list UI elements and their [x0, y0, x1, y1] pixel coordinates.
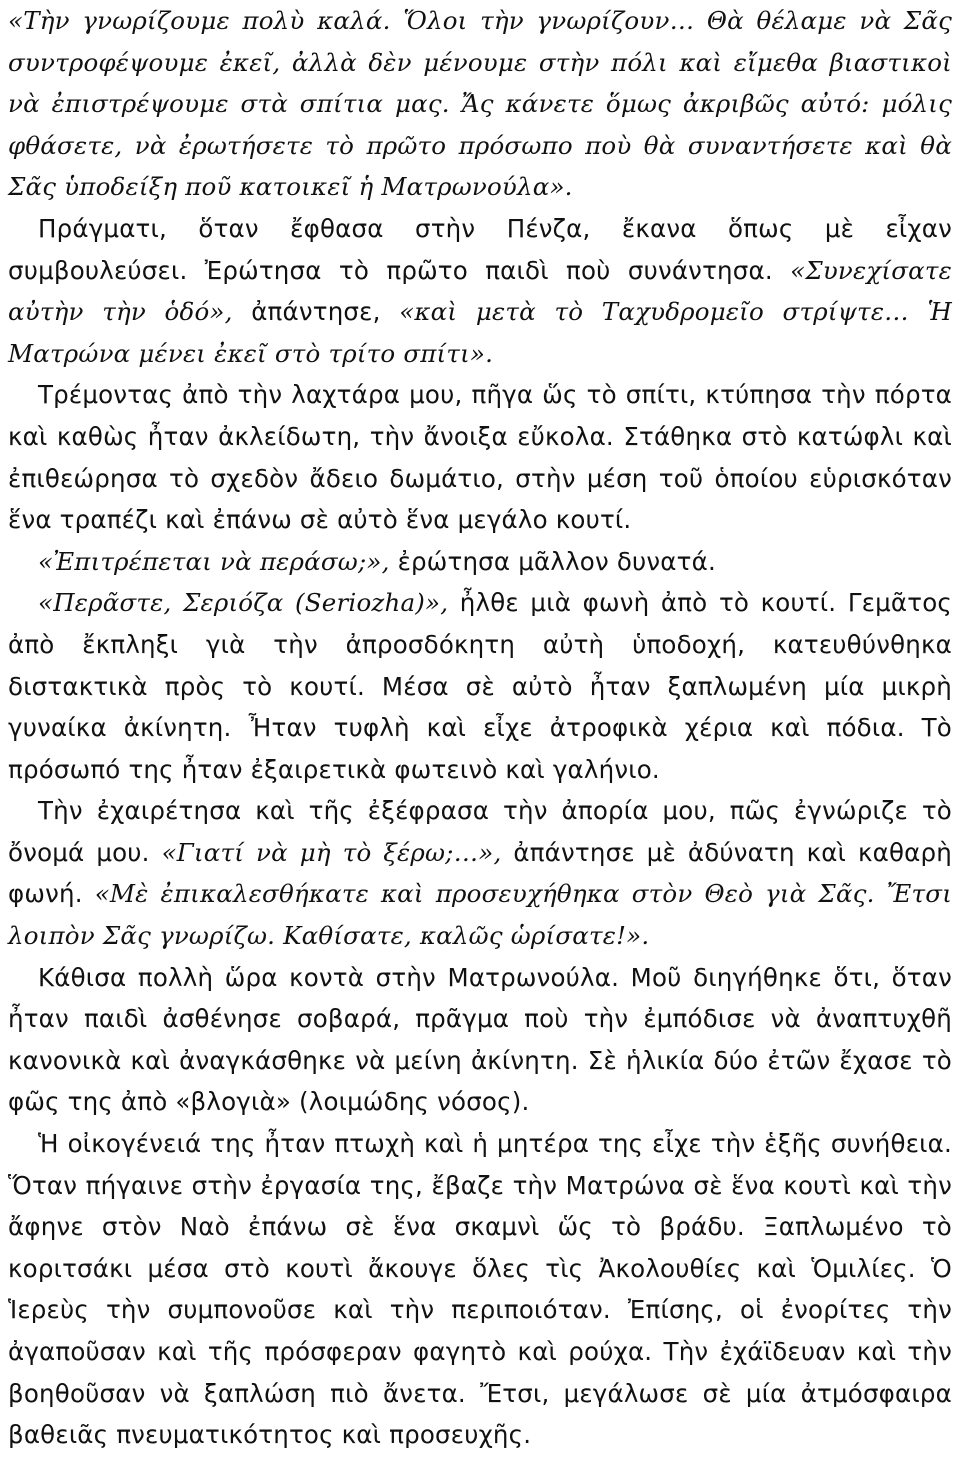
paragraph — [8, 374, 952, 540]
text-run: Κάθισα πολλὴ ὥρα κοντὰ στὴν Ματρωνούλα. Μοῦ διηγήθηκε ὅτι, ὅταν ἦταν παιδὶ ἀσθένησε σοβαρά, πρᾶγμα ποὺ τὴν ἐμπόδισε νὰ ἀναπτυχθῆ κανονικὰ καὶ ἀναγκάσθηκε νὰ μείνη ἀκίνητη. Σὲ ἡλικία δύο ἐτῶν ἔχασε τὸ φῶς της ἀπὸ «βλογιὰ» (λοιμώδης νόσος). — [8, 962, 952, 1117]
text-run: ἀπάντησε, — [232, 297, 400, 327]
italic-run: «Περᾶστε, Σεριόζα (Seriozha)», — [38, 588, 449, 618]
paragraph — [8, 582, 952, 790]
italic-run: «Ἐπιτρέπεται νὰ περάσω;», — [38, 546, 390, 576]
text-run: Τὴν ἐχαιρέτησα καὶ τῆς ἐξέφρασα τὴν ἀπορία μου, πῶς ἐγνώριζε τὸ ὄνομά μου. — [8, 796, 952, 867]
text-run: Ἡ οἰκογένειά της ἦταν πτωχὴ καὶ ἡ μητέρα της εἶχε τὴν ἑξῆς συνήθεια. Ὅταν πήγαινε στὴν ἐργασία της, ἔβαζε τὴν Ματρώνα σὲ ἕνα κουτὶ καὶ τὴν ἄφηνε στὸν Ναὸ ἐπάνω σὲ ἕνα σκαμνὶ ὥς τὸ βράδυ. Ξαπλωμένο τὸ κοριτσάκι μέσα στὸ κουτὶ ἄκουγε ὅλες τὶς Ἀκολουθίες καὶ Ὁμιλίες. Ὁ Ἱερεὺς τὴν συμπονοῦσε καὶ τὴν περιποιόταν. Ἐπίσης, οἱ ἐνορίτες τὴν ἀγαποῦσαν καὶ τῆς πρόσφεραν φαγητὸ καὶ ρούχα. Τὴν ἐχάϊδευαν καὶ τὴν βοηθοῦσαν νὰ ξαπλώση πιὸ ἄνετα. Ἔτσι, μεγάλωσε σὲ μία ἀτμόσφαιρα βαθειᾶς πνευματικότητος καὶ προσευχῆς. — [8, 1129, 952, 1450]
paragraph — [8, 1123, 952, 1456]
document-body — [8, 0, 952, 1456]
paragraph — [8, 790, 952, 956]
paragraph — [8, 957, 952, 1123]
italic-run: «Τὴν γνωρίζουμε πολὺ καλά. Ὅλοι τὴν γνωρίζουν… Θὰ θέλαμε νὰ Σᾶς συντροφέψουμε ἐκεῖ, ἀλλὰ δὲν μένουμε στὴν πόλι καὶ εἴμεθα βιαστικοὶ νὰ ἐπιστρέψουμε στὰ σπίτια μας. Ἄς κάνετε ὅμως ἀκριβῶς αὐτό: μόλις φθάσετε, νὰ ἐρωτήσετε τὸ πρῶτο πρόσωπο ποὺ θὰ συναντήσετε καὶ θὰ Σᾶς ὑποδείξη ποῦ κατοικεῖ ἡ Ματρωνούλα». — [8, 6, 952, 202]
italic-run: «Μὲ ἐπικαλεσθήκατε καὶ προσευχήθηκα στὸν Θεὸ γιὰ Σᾶς. Ἔτσι λοιπὸν Σᾶς γνωρίζω. Καθίσατε, καλῶς ὡρίσατε!». — [8, 879, 952, 951]
italic-run: «καὶ μετὰ τὸ Ταχυδρομεῖο στρίψτε… Ἡ Ματρώνα μένει ἐκεῖ στὸ τρίτο σπίτι». — [8, 297, 952, 368]
text-run: Τρέμοντας ἀπὸ τὴν λαχτάρα μου, πῆγα ὥς τὸ σπίτι, κτύπησα τὴν πόρτα καὶ καθὼς ἦταν ἀκλείδωτη, τὴν ἄνοιξα εὔκολα. Στάθηκα στὸ κατώφλι καὶ ἐπιθεώρησα τὸ σχεδὸν ἄδειο δωμάτιο, στὴν μέση τοῦ ὁποίου εὑρισκόταν ἕνα τραπέζι καὶ ἐπάνω σὲ αὐτὸ ἕνα μεγάλο κουτί. — [8, 380, 952, 535]
italic-run: «Γιατί νὰ μὴ τὸ ξέρω;…», — [161, 837, 502, 867]
paragraph — [8, 0, 952, 208]
text-run: ἐρώτησα μᾶλλον δυνατά. — [389, 546, 716, 576]
paragraph — [8, 208, 952, 374]
text-run: ἀπάντησε μὲ ἀδύνατη καὶ καθαρὴ φωνή. — [8, 837, 952, 909]
paragraph — [8, 541, 952, 583]
text-run: Πράγματι, ὅταν ἔφθασα στὴν Πένζα, ἔκανα ὅπως μὲ εἶχαν συμβουλεύσει. Ἐρώτησα τὸ πρῶτο παιδὶ ποὺ συνάντησα. — [8, 213, 952, 285]
text-run: ἦλθε μιὰ φωνὴ ἀπὸ τὸ κουτί. Γεμᾶτος ἀπὸ ἔκπληξι γιὰ τὴν ἀπροσδόκητη αὐτὴ ὑποδοχή, κατευθύνθηκα διστακτικὰ πρὸς τὸ κουτί. Μέσα σὲ αὐτὸ ἦταν ξαπλωμένη μία μικρὴ γυναίκα ἀκίνητη. Ἦταν τυφλὴ καὶ εἶχε ἀτροφικὰ χέρια καὶ πόδια. Τὸ πρόσωπό της ἦταν ἐξαιρετικὰ φωτεινὸ καὶ γαλήνιο. — [8, 588, 952, 784]
italic-run: «Συνεχίσατε αὐτὴν τὴν ὁδό», — [8, 255, 952, 327]
